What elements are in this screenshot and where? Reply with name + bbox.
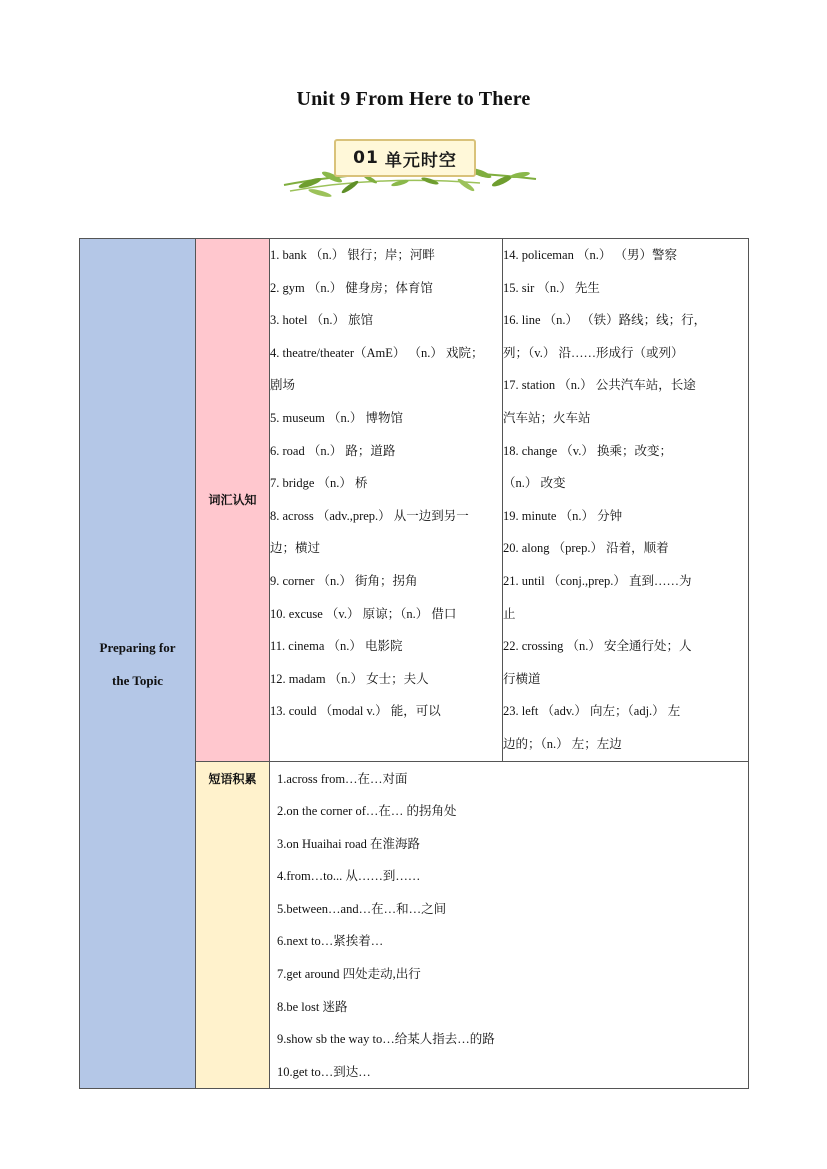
- list-item: 7.get around 四处走动,出行: [277, 967, 421, 982]
- vocab-right-column: [503, 239, 749, 762]
- list-item: 22. crossing （n.） 安全通行处；人: [503, 639, 692, 654]
- vocabulary-table: [79, 238, 749, 1089]
- phrase-list: [270, 761, 749, 1089]
- phrase-category-cell: 短语积累: [196, 761, 270, 1089]
- list-item: 2. gym （n.） 健身房；体育馆: [270, 280, 433, 295]
- list-item: 6. road （n.） 路；道路: [270, 443, 396, 458]
- list-item: 1. bank （n.） 银行；岸；河畔: [270, 248, 435, 262]
- list-item: 止: [503, 606, 516, 621]
- list-item: 15. sir （n.） 先生: [503, 280, 600, 295]
- list-item: 20. along （prep.） 沿着，顺着: [503, 541, 669, 556]
- list-item: 8. across （adv.,prep.） 从一边到另一: [270, 508, 469, 523]
- section-badge: [334, 139, 476, 177]
- list-item: （n.） 改变: [503, 476, 566, 491]
- list-item: 10. excuse （v.） 原谅；（n.） 借口: [270, 606, 457, 621]
- list-item: 7. bridge （n.） 桥: [270, 476, 368, 491]
- list-item: 9.show sb the way to…给某人指去…的路: [277, 1032, 495, 1047]
- section-label: 单元时空: [384, 150, 457, 171]
- list-item: 16. line （n.） （铁）路线；线；行，: [503, 313, 707, 328]
- list-item: 行横道: [503, 671, 541, 686]
- list-item: 5.between…and…在…和…之间: [277, 901, 447, 916]
- list-item: 17. station （n.） 公共汽车站，长途: [503, 378, 696, 393]
- list-item: 4.from…to... 从……到……: [277, 869, 421, 884]
- list-item: 19. minute （n.） 分钟: [503, 508, 623, 523]
- list-item: 1.across from…在…对面: [277, 771, 408, 786]
- list-item: 13. could （modal v.） 能，可以: [270, 704, 441, 719]
- list-item: 6.next to…紧挨着…: [277, 934, 384, 949]
- list-item: 列；（v.） 沿……形成行（或列）: [503, 345, 684, 360]
- list-item: 11. cinema （n.） 电影院: [270, 639, 403, 654]
- list-item: 12. madam （n.） 女士；夫人: [270, 671, 429, 686]
- topic-label-line-2: the Topic: [112, 672, 163, 688]
- list-item: 8.be lost 迷路: [277, 999, 348, 1014]
- list-item: 23. left （adv.） 向左；（adj.） 左: [503, 704, 681, 719]
- list-item: 9. corner （n.） 街角；拐角: [270, 573, 418, 588]
- topic-label-line-1: Preparing for: [99, 639, 176, 655]
- list-item: 4. theatre/theater（AmE） （n.） 戏院；: [270, 345, 484, 360]
- list-item: 边的；（n.） 左；左边: [503, 736, 622, 751]
- list-item: 10.get to…到达…: [277, 1064, 371, 1079]
- vocab-left-column: [270, 239, 503, 762]
- list-item: 剧场: [270, 378, 296, 393]
- list-item: 2.on the corner of…在… 的拐角处: [277, 804, 457, 819]
- section-number: 01: [353, 148, 379, 168]
- list-item: 21. until （conj.,prep.） 直到……为: [503, 573, 692, 588]
- list-item: 14. policeman （n.） （男）警察: [503, 248, 677, 262]
- list-item: 边；横过: [270, 541, 321, 556]
- list-item: 5. museum （n.） 博物馆: [270, 410, 403, 425]
- topic-cell: [80, 239, 196, 1089]
- list-item: 3. hotel （n.） 旅馆: [270, 313, 374, 328]
- list-item: 18. change （v.） 换乘；改变；: [503, 443, 672, 458]
- page-title: Unit 9 From Here to There: [296, 88, 531, 110]
- list-item: 3.on Huaihai road 在淮海路: [277, 836, 421, 851]
- list-item: 汽车站；火车站: [503, 410, 591, 425]
- vocab-category-cell: 词汇认知: [196, 239, 270, 762]
